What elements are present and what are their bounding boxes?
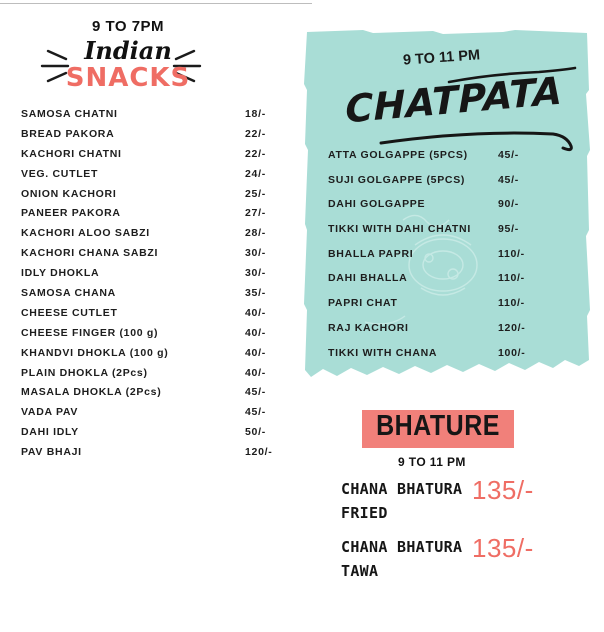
- snacks-title-word: SNACKS: [65, 63, 191, 93]
- top-divider-line: [0, 3, 312, 4]
- menu-item-price: 27/-: [245, 207, 266, 220]
- menu-item-row: [328, 347, 538, 372]
- menu-item-price: 110/-: [498, 297, 525, 310]
- menu-item-row: [21, 307, 281, 327]
- menu-item-name: ONION KACHORI: [21, 187, 117, 200]
- bhature-title: BHATURE: [376, 409, 500, 443]
- menu-item-row: [328, 149, 538, 174]
- menu-item-price: 22/-: [245, 127, 266, 140]
- menu-item-name: DAHI GOLGAPPE: [328, 198, 426, 211]
- menu-item-row: [328, 223, 538, 248]
- bhature-item-tawa-price: 135/-: [472, 533, 534, 563]
- menu-item-name: BREAD PAKORA: [21, 127, 115, 140]
- snacks-menu-list: [21, 108, 281, 466]
- menu-item-name: KHANDVI DHOKLA (100 g): [21, 346, 169, 359]
- menu-item-price: 22/-: [245, 147, 266, 160]
- chatpata-menu-list: [328, 149, 538, 371]
- menu-item-row: [21, 367, 281, 387]
- menu-item-price: 40/-: [245, 346, 266, 359]
- bhature-item-line1: CHANA BHATURA: [341, 538, 463, 556]
- menu-item-name: PANEER PAKORA: [21, 207, 121, 220]
- menu-item-row: [21, 287, 281, 307]
- menu-item-name: ATTA GOLGAPPE (5PCS): [328, 149, 468, 161]
- menu-item-price: 40/-: [245, 306, 266, 319]
- menu-item-name: VEG. CUTLET: [21, 167, 99, 180]
- menu-item-name: SUJI GOLGAPPE (5PCS): [328, 173, 466, 186]
- menu-item-name: DAHI IDLY: [21, 426, 79, 439]
- menu-item-price: 40/-: [245, 326, 266, 339]
- menu-item-row: [21, 406, 281, 426]
- menu-item-row: [21, 168, 281, 188]
- menu-item-row: [328, 248, 538, 273]
- menu-item-name: PAV BHAJI: [21, 446, 82, 459]
- menu-item-row: [21, 128, 281, 148]
- menu-item-name: PLAIN DHOKLA (2Pcs): [21, 366, 148, 379]
- menu-item-name: TIKKI WITH CHANA: [328, 346, 438, 359]
- menu-item-price: 110/-: [498, 247, 525, 260]
- menu-item-name: MASALA DHOKLA (2Pcs): [21, 386, 162, 399]
- menu-item-name: CHEESE CUTLET: [21, 306, 118, 319]
- menu-item-row: [21, 227, 281, 247]
- menu-item-price: 90/-: [498, 198, 519, 211]
- menu-item-price: 45/-: [245, 406, 266, 419]
- menu-item-name: CHEESE FINGER (100 g): [21, 326, 159, 339]
- menu-item-name: SAMOSA CHANA: [21, 287, 116, 300]
- menu-item-price: 120/-: [245, 446, 273, 459]
- menu-item-name: BHALLA PAPRI: [328, 247, 414, 260]
- menu-item-price: 30/-: [245, 247, 266, 260]
- menu-item-row: [21, 148, 281, 168]
- menu-item-price: 120/-: [498, 321, 526, 334]
- menu-item-row: [328, 297, 538, 322]
- bhature-item-line2: TAWA: [341, 562, 379, 580]
- bhature-item-line2: FRIED: [341, 504, 388, 522]
- menu-item-price: 40/-: [245, 366, 266, 379]
- indian-snacks-header: [28, 18, 228, 93]
- menu-item-price: 24/-: [245, 167, 266, 180]
- menu-item-row: [21, 108, 281, 128]
- menu-item-name: KACHORI CHANA SABZI: [21, 247, 159, 260]
- menu-item-name: PAPRI CHAT: [328, 297, 398, 310]
- menu-item-row: [21, 207, 281, 227]
- menu-item-price: 95/-: [498, 223, 519, 236]
- menu-item-price: 30/-: [245, 267, 266, 280]
- menu-item-price: 35/-: [245, 287, 266, 300]
- menu-item-row: [21, 267, 281, 287]
- menu-item-name: TIKKI WITH DAHI CHATNI: [328, 223, 471, 236]
- menu-item-row: [21, 386, 281, 406]
- menu-item-row: [328, 174, 538, 199]
- snacks-time: 9 TO 7PM: [91, 18, 165, 35]
- bhature-item-fried-name: [341, 477, 481, 525]
- menu-item-name: IDLY DHOKLA: [21, 267, 100, 280]
- menu-item-price: 18/-: [245, 108, 266, 120]
- menu-item-row: [328, 322, 538, 347]
- bhature-time: 9 TO 11 PM: [398, 455, 466, 469]
- menu-item-name: SAMOSA CHATNI: [21, 108, 118, 120]
- bhature-item-tawa-name: [341, 535, 481, 583]
- menu-item-name: VADA PAV: [21, 406, 79, 419]
- chatpata-time: 9 TO 11 PM: [402, 47, 481, 69]
- menu-item-price: 45/-: [245, 386, 266, 399]
- bhature-item-line1: CHANA BHATURA: [341, 480, 463, 498]
- chatpata-title: CHATPATA: [345, 68, 563, 132]
- menu-item-row: [328, 198, 538, 223]
- menu-item-price: 50/-: [245, 426, 266, 439]
- menu-item-row: [21, 188, 281, 208]
- menu-item-name: DAHI BHALLA: [328, 272, 408, 285]
- menu-item-row: [21, 347, 281, 367]
- snacks-title-script: Indian: [84, 36, 172, 65]
- menu-item-row: [328, 272, 538, 297]
- menu-item-price: 28/-: [245, 227, 266, 240]
- menu-item-price: 45/-: [498, 173, 519, 186]
- menu-item-name: RAJ KACHORI: [328, 321, 409, 334]
- menu-item-row: [21, 327, 281, 347]
- menu-item-row: [21, 426, 281, 446]
- bhature-item-fried-price: 135/-: [472, 475, 534, 505]
- menu-item-price: 100/-: [498, 346, 526, 359]
- menu-item-row: [21, 247, 281, 267]
- menu-item-price: 45/-: [498, 149, 519, 161]
- menu-item-price: 25/-: [245, 187, 266, 200]
- menu-item-price: 110/-: [498, 272, 525, 285]
- menu-item-name: KACHORI CHATNI: [21, 147, 122, 160]
- menu-item-name: KACHORI ALOO SABZI: [21, 227, 150, 240]
- menu-item-row: [21, 446, 281, 466]
